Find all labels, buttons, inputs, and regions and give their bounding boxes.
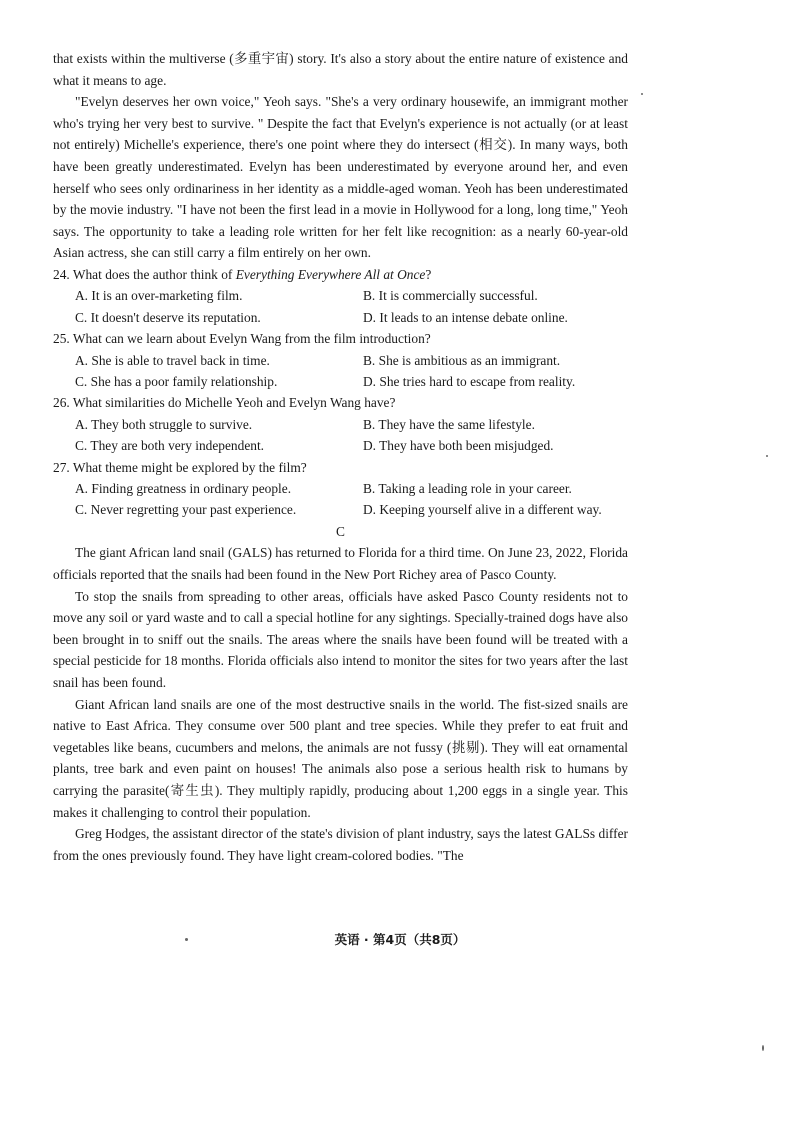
scan-speck [641, 93, 643, 95]
option-d[interactable]: D. Keeping yourself alive in a different way. [363, 502, 602, 518]
question-24 [53, 264, 628, 328]
option-c[interactable]: C. They are both very independent. [75, 438, 265, 454]
scan-speck [762, 1045, 764, 1051]
scan-speck [185, 938, 188, 941]
options [53, 350, 628, 393]
section-label: C [336, 523, 345, 539]
question-25 [53, 328, 628, 392]
passage-c-paragraph-3: Giant African land snails are one of the most destructive snails in the world. The fist-sized snails are native to East Africa. They consume over 500 plant and tree species. While they prefer to eat fruit and vegetables like beans, cucumbers and melons, the animals are not fussy (挑剔). They will eat ornamental plants, tree bark and even paint on houses! The animals also pose a serious health risk to humans by carrying the parasite(寄生虫). They multiply rapidly, producing about 1,200 eggs in a single year. This makes it challenging to control their population. [53, 696, 628, 820]
question-stem: 26. What similarities do Michelle Yeoh and Evelyn Wang have? [53, 395, 396, 411]
option-c[interactable]: C. It doesn't deserve its reputation. [75, 309, 261, 325]
exam-page [53, 48, 628, 866]
options [53, 478, 628, 521]
option-a[interactable]: A. She is able to travel back in time. [75, 352, 270, 368]
page-footer: 英语 · 第4页（共8页） [334, 932, 466, 947]
question-stem: 27. What theme might be explored by the film? [53, 459, 307, 475]
option-a[interactable]: A. They both struggle to survive. [75, 416, 253, 432]
option-d[interactable]: D. She tries hard to escape from reality. [363, 373, 576, 389]
passage-c-paragraph-4: Greg Hodges, the assistant director of the state's division of plant industry, says the latest GALSs differ from the ones previously found. They have light cream-colored bodies. "The [53, 826, 628, 863]
passage-b-paragraph-1: that exists within the multiverse (多重宇宙) story. It's also a story about the entire nature of existence and what it means to age. [53, 51, 628, 88]
passage-b-paragraph-2: "Evelyn deserves her own voice," Yeoh says. "She's a very ordinary housewife, an immigrant mother who's trying her very best to survive. " Despite the fact that Evelyn's experience is not actually (or at least not entirely) Michelle's experience, there's one point where they do intersect (相交). In many ways, both have been greatly underestimated. Evelyn has been underestimated by everyone around her, and even herself who sees only ordinariness in her identity as a middle-aged woman. Yeoh has been underestimated by the movie industry. "I have not been the first lead in a movie in Hollywood for a long, long time," Yeoh says. The opportunity to take a leading role written for her felt like recognition: as a nearly 60-year-old Asian actress, she can still carry a film entirely on her own. [53, 94, 628, 261]
question-stem: 24. What does the author think of Everything Everywhere All at Once? [53, 266, 432, 282]
question-27 [53, 457, 628, 521]
passage-c-paragraph-1: The giant African land snail (GALS) has returned to Florida for a third time. On June 23, 2022, Florida officials reported that the snails had been found in the New Port Richey area of Pasco County. [53, 545, 628, 582]
scan-speck [766, 455, 768, 457]
film-title: Everything Everywhere All at Once [235, 266, 426, 282]
option-d[interactable]: D. It leads to an intense debate online. [363, 309, 568, 325]
options [53, 285, 628, 328]
option-b[interactable]: B. Taking a leading role in your career. [363, 481, 572, 496]
option-b[interactable]: B. They have the same lifestyle. [363, 416, 535, 432]
option-b[interactable]: B. It is commercially successful. [363, 288, 538, 304]
option-c[interactable]: C. Never regretting your past experience. [75, 502, 297, 518]
question-stem: 25. What can we learn about Evelyn Wang from the film introduction? [53, 331, 431, 347]
option-a[interactable]: A. Finding greatness in ordinary people. [75, 481, 292, 496]
passage-c-paragraph-2: To stop the snails from spreading to other areas, officials have asked Pasco County residents not to move any soil or yard waste and to call a special hotline for any sightings. Specially-trained dogs have also been brought in to sniff out the snails. The areas where the snails have been found will be treated with a special pesticide for 18 months. Florida officials also intend to monitor the sites for two years after the last snail has been found. [53, 588, 628, 690]
options [53, 414, 628, 457]
option-d[interactable]: D. They have both been misjudged. [363, 438, 554, 454]
option-a[interactable]: A. It is an over-marketing film. [75, 288, 243, 304]
question-26 [53, 392, 628, 456]
option-c[interactable]: C. She has a poor family relationship. [75, 373, 278, 389]
option-b[interactable]: B. She is ambitious as an immigrant. [363, 352, 561, 368]
